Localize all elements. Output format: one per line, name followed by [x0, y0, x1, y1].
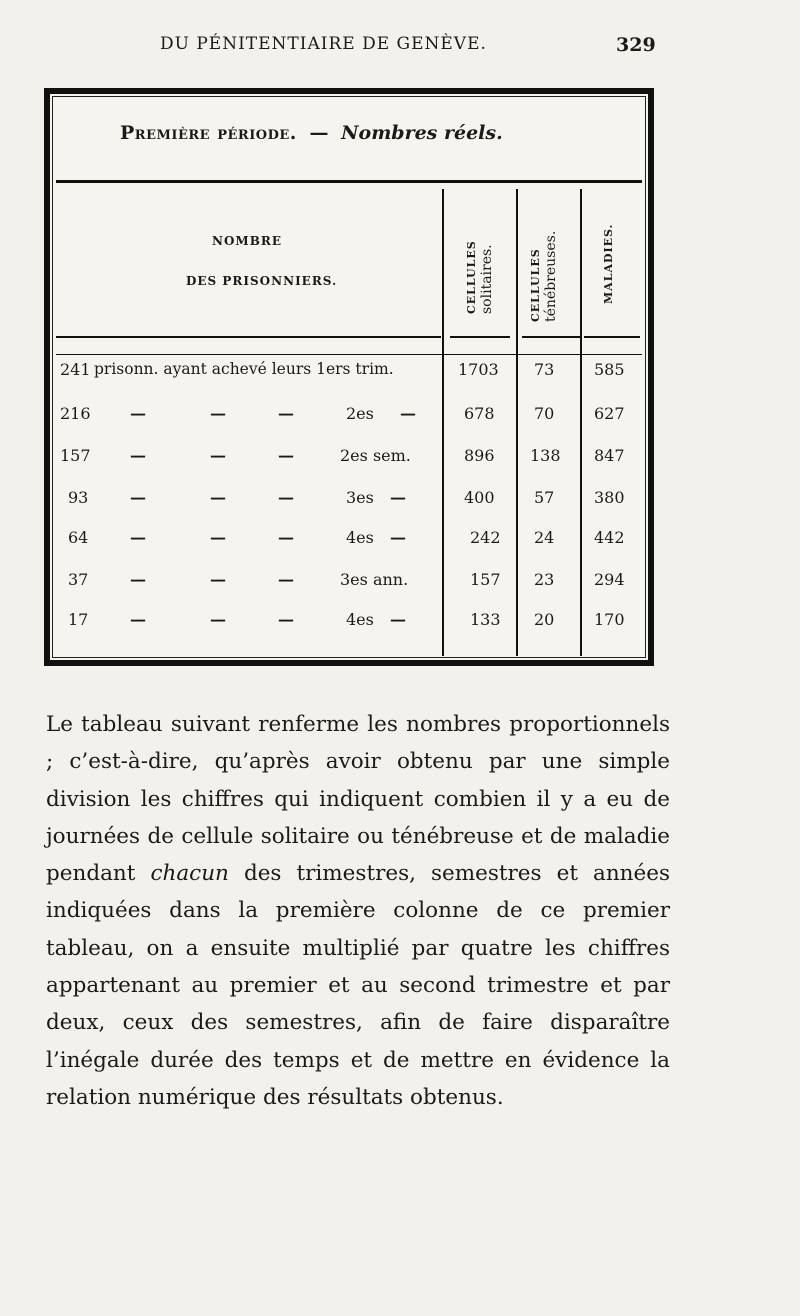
cell-ditto: — — [130, 488, 146, 507]
table-row — [50, 488, 650, 518]
cell-ditto: — — [278, 528, 294, 547]
col-header-maladies-label: MALADIES. — [602, 223, 615, 304]
col-header-cellules-solitaires-line1: CELLULES — [465, 240, 478, 314]
cell-tenebreuses: 20 — [534, 610, 555, 629]
cell-maladies: 170 — [594, 610, 625, 629]
cell-solitaires: 678 — [464, 404, 495, 423]
cell-ditto: — — [210, 446, 226, 465]
cell-count: 157 — [60, 446, 91, 465]
cell-ditto: — — [210, 570, 226, 589]
cell-label: prisonn. ayant achevé leurs 1ers trim. — [94, 360, 394, 378]
cell-count: 17 — [68, 610, 89, 629]
cell-ditto: — — [278, 610, 294, 629]
paragraph-italic-word: chacun — [150, 861, 229, 887]
cell-count: 93 — [68, 488, 89, 507]
column-divider-2 — [516, 189, 518, 656]
cell-tenebreuses: 24 — [534, 528, 555, 547]
cell-solitaires: 157 — [470, 570, 501, 589]
paragraph-part-2: des trimestres, semestres et années indiquées dans la première colonne de ce premier tableau, on a ensuite multiplié par quatre les chiffres appartenant au premier et au second trimestre et par deux, ceux des semestres, afin de faire disparaître l’inégale durée des temps et de mettre en évidence la relation numérique des résultats obtenus. — [46, 861, 670, 1110]
table-title — [120, 122, 503, 144]
cell-ditto: — — [210, 404, 226, 423]
cell-ditto: — — [210, 610, 226, 629]
cell-period: 4es — [346, 528, 374, 547]
statistics-table — [44, 88, 654, 666]
cell-period: 3es ann. — [340, 570, 409, 589]
col-header-nombre: NOMBRE — [212, 234, 282, 248]
col-header-maladies — [602, 224, 615, 304]
running-head: DU PÉNITENTIAIRE DE GENÈVE. — [160, 34, 487, 54]
column-divider-1 — [442, 189, 444, 656]
body-paragraph — [46, 706, 670, 1116]
col-header-cellules-tenebreuses-line1: CELLULES — [529, 248, 542, 322]
col-header-cellules-tenebreuses-line2: ténébreuses. — [543, 230, 559, 322]
table-row — [50, 570, 650, 600]
cell-maladies: 442 — [594, 528, 625, 547]
cell-maladies: 380 — [594, 488, 625, 507]
cell-maladies: 847 — [594, 446, 625, 465]
cell-period: 4es — [346, 610, 374, 629]
cell-period: 2es sem. — [340, 446, 411, 465]
cell-ditto: — — [130, 610, 146, 629]
col-header-des-prisonniers: DES PRISONNIERS. — [186, 274, 338, 288]
table-title-period: Première période. — [120, 122, 297, 144]
table-row — [50, 404, 650, 434]
cell-maladies: 627 — [594, 404, 625, 423]
page-number: 329 — [616, 34, 656, 56]
cell-ditto: — — [390, 528, 406, 547]
cell-maladies: 294 — [594, 570, 625, 589]
cell-ditto: — — [278, 446, 294, 465]
table-row — [50, 528, 650, 558]
col-header-cellules-solitaires-line2: solitaires. — [479, 244, 495, 314]
cell-solitaires: 242 — [470, 528, 501, 547]
cell-ditto: — — [210, 528, 226, 547]
paragraph-part-1: Le tableau suivant renferme les nombres proportionnels ; c’est-à-dire, qu’après avoir obtenu par une simple division les chiffres qui indiquent combien il y a eu de journées de cellule solitaire ou ténébreuse et de maladie pendant — [46, 712, 670, 887]
cell-count: 241 — [60, 360, 91, 379]
cell-ditto: — — [390, 488, 406, 507]
cell-solitaires: 400 — [464, 488, 495, 507]
table-row — [50, 360, 650, 390]
cell-solitaires: 133 — [470, 610, 501, 629]
table-title-italic: Nombres réels. — [341, 122, 503, 144]
header-rule-maladies — [584, 336, 640, 338]
cell-tenebreuses: 70 — [534, 404, 555, 423]
header-rule-tenebreuses — [522, 336, 580, 338]
cell-ditto: — — [130, 446, 146, 465]
cell-ditto: — — [400, 404, 416, 423]
body-top-rule — [56, 354, 642, 355]
cell-ditto: — — [210, 488, 226, 507]
col-header-cellules-tenebreuses — [528, 231, 559, 322]
cell-ditto: — — [130, 528, 146, 547]
cell-tenebreuses: 23 — [534, 570, 555, 589]
table-title-dash: — — [309, 122, 329, 144]
cell-tenebreuses: 138 — [530, 446, 561, 465]
cell-ditto: — — [278, 404, 294, 423]
cell-count: 64 — [68, 528, 89, 547]
table-row — [50, 446, 650, 476]
table-row — [50, 610, 650, 640]
cell-count: 37 — [68, 570, 89, 589]
header-rule-solitaires — [450, 336, 510, 338]
cell-tenebreuses: 73 — [534, 360, 555, 379]
cell-solitaires: 896 — [464, 446, 495, 465]
header-rule-left — [56, 336, 441, 338]
cell-ditto: — — [130, 404, 146, 423]
cell-ditto: — — [278, 488, 294, 507]
cell-tenebreuses: 57 — [534, 488, 555, 507]
cell-period: 2es — [346, 404, 374, 423]
col-header-cellules-solitaires — [464, 240, 495, 314]
cell-ditto: — — [130, 570, 146, 589]
cell-solitaires: 1703 — [458, 360, 499, 379]
column-divider-3 — [580, 189, 582, 656]
cell-count: 216 — [60, 404, 91, 423]
cell-ditto: — — [278, 570, 294, 589]
title-rule — [56, 180, 642, 183]
cell-maladies: 585 — [594, 360, 625, 379]
cell-ditto: — — [390, 610, 406, 629]
cell-period: 3es — [346, 488, 374, 507]
